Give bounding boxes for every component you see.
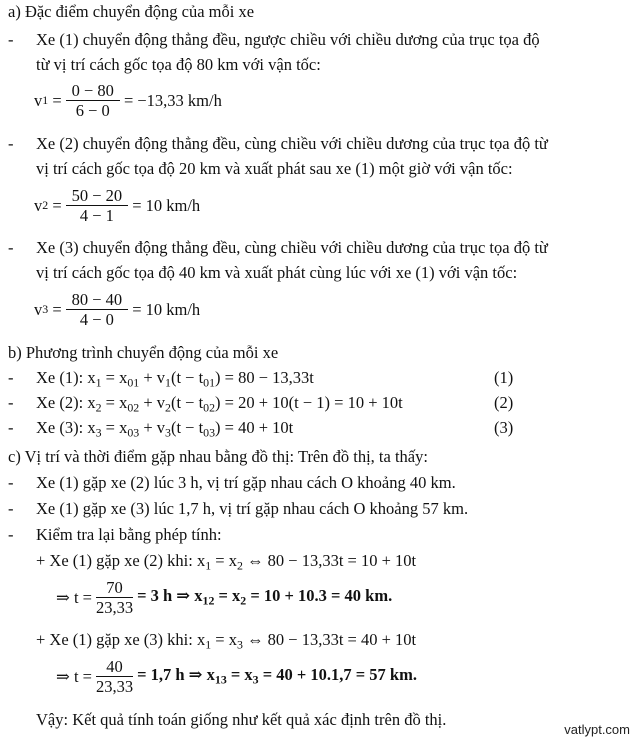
eq-rhs: = 10 km/h bbox=[132, 195, 201, 215]
check1-condition: + Xe (1) gặp xe (2) khi: $x_1 = x_2$ ⇔ 80 − 13,33t = 10 + 10t bbox=[36, 551, 417, 573]
car2-text-line2: vị trí cách gốc tọa độ 20 km và xuất phát sau xe (1) một giờ với vận tốc: bbox=[36, 159, 513, 178]
motion-equation-2: Xe (2): $x_2 = x_{02} + v_2(t - t_{02}) = 20 + 10(t - 1) = 10 + 10t$ bbox=[36, 393, 403, 415]
site-watermark: vatlypt.com bbox=[564, 722, 630, 737]
implies-t: ⇒ t = bbox=[56, 666, 92, 686]
fraction bbox=[66, 290, 129, 329]
equation-number-3: (3) bbox=[494, 418, 514, 437]
motion-equation-1: Xe (1): $x_1 = x_{01} + v_1(t - t_{01}) = 80 - 13,33t$ bbox=[36, 368, 314, 390]
eq-lhs-sub: 3 bbox=[42, 302, 49, 316]
fraction bbox=[66, 81, 120, 120]
check2-result bbox=[56, 657, 417, 696]
car3-text-line2: vị trí cách gốc tọa độ 40 km và xuất phát cùng lúc với xe (1) với vận tốc: bbox=[36, 263, 518, 282]
graph-result-2: Xe (1) gặp xe (3) lúc 1,7 h, vị trí gặp nhau cách O khoảng 57 km. bbox=[36, 499, 469, 518]
fraction-numerator: 70 bbox=[96, 578, 133, 598]
car1-text-line2: từ vị trí cách gốc tọa độ 80 km với vận tốc: bbox=[36, 55, 321, 74]
check1-tail: = 3 h ⇒ $x_{12} = x_2 = 10 + 10.3 = 40$ km. bbox=[137, 586, 393, 608]
car1-text-line1: Xe (1) chuyển động thẳng đều, ngược chiều với chiều dương của trục tọa độ bbox=[36, 30, 540, 49]
fraction-denominator: 4 − 0 bbox=[79, 310, 114, 329]
eq-lhs-sub: 1 bbox=[42, 93, 49, 107]
section-a-heading: a) Đặc điểm chuyển động của mỗi xe bbox=[8, 2, 255, 21]
car3-text-line1: Xe (3) chuyển động thẳng đều, cùng chiều với chiều dương của trục tọa độ từ bbox=[36, 238, 548, 257]
implies-t: ⇒ t = bbox=[56, 587, 92, 607]
check2-condition: + Xe (1) gặp xe (3) khi: $x_1 = x_3$ ⇔ 80 − 13,33t = 40 + 10t bbox=[36, 630, 417, 652]
calculation-check-heading: Kiểm tra lại bằng phép tính: bbox=[36, 525, 222, 544]
eq-lhs: v bbox=[34, 90, 43, 110]
bullet-dash: - bbox=[8, 418, 14, 437]
fraction-numerator: 0 − 80 bbox=[66, 81, 120, 101]
graph-result-1: Xe (1) gặp xe (2) lúc 3 h, vị trí gặp nhau cách O khoảng 40 km. bbox=[36, 473, 456, 492]
bullet-dash: - bbox=[8, 134, 14, 153]
fraction-numerator: 40 bbox=[96, 657, 133, 677]
check1-result bbox=[56, 578, 392, 617]
eq-lhs-sub: 2 bbox=[42, 198, 49, 212]
bullet-dash: - bbox=[8, 473, 14, 492]
fraction-denominator: 23,33 bbox=[95, 677, 134, 696]
equation-number-2: (2) bbox=[494, 393, 514, 412]
eq-lhs: v bbox=[34, 195, 43, 215]
fraction-numerator: 50 − 20 bbox=[66, 186, 129, 206]
car3-velocity-equation: v 3 = $\frac{80 - 40}{4 - 0}$ = 10 km/h bbox=[34, 290, 201, 329]
check2-tail: = 1,7 h ⇒ $x_{13} = x_3 = 40 + 10.1,7 = 57$ km. bbox=[137, 665, 417, 687]
fraction bbox=[96, 578, 133, 617]
fraction-denominator: 4 − 1 bbox=[79, 206, 114, 225]
conclusion: Vậy: Kết quả tính toán giống như kết quả xác định trên đồ thị. bbox=[36, 710, 447, 729]
bullet-dash: - bbox=[8, 368, 14, 387]
car2-text-line1: Xe (2) chuyển động thẳng đều, cùng chiều với chiều dương của trục tọa độ từ bbox=[36, 134, 548, 153]
eq-rhs: = 10 km/h bbox=[132, 299, 201, 319]
car2-velocity-equation: v 2 = $\frac{50 - 20}{4 - 1}$ = 10 km/h bbox=[34, 186, 201, 225]
car1-velocity-equation: v 1 = $\frac{0 - 80}{6 - 0}$ = −13,33 km/h bbox=[34, 81, 222, 120]
section-b-heading: b) Phương trình chuyển động của mỗi xe bbox=[8, 343, 279, 362]
fraction-denominator: 6 − 0 bbox=[75, 101, 110, 120]
equation-number-1: (1) bbox=[494, 368, 514, 387]
fraction bbox=[96, 657, 133, 696]
bullet-dash: - bbox=[8, 499, 14, 518]
section-c-heading: c) Vị trí và thời điểm gặp nhau bằng đồ thị: Trên đồ thị, ta thấy: bbox=[8, 447, 428, 466]
motion-equation-3: Xe (3): $x_3 = x_{03} + v_3(t - t_{03}) = 40 + 10t$ bbox=[36, 418, 294, 440]
bullet-dash: - bbox=[8, 525, 14, 544]
fraction-denominator: 23,33 bbox=[95, 598, 134, 617]
fraction-numerator: 80 − 40 bbox=[66, 290, 129, 310]
eq-lhs: v bbox=[34, 299, 43, 319]
bullet-dash: - bbox=[8, 30, 14, 49]
bullet-dash: - bbox=[8, 238, 14, 257]
bullet-dash: - bbox=[8, 393, 14, 412]
fraction bbox=[66, 186, 129, 225]
eq-rhs: = −13,33 km/h bbox=[123, 90, 222, 110]
